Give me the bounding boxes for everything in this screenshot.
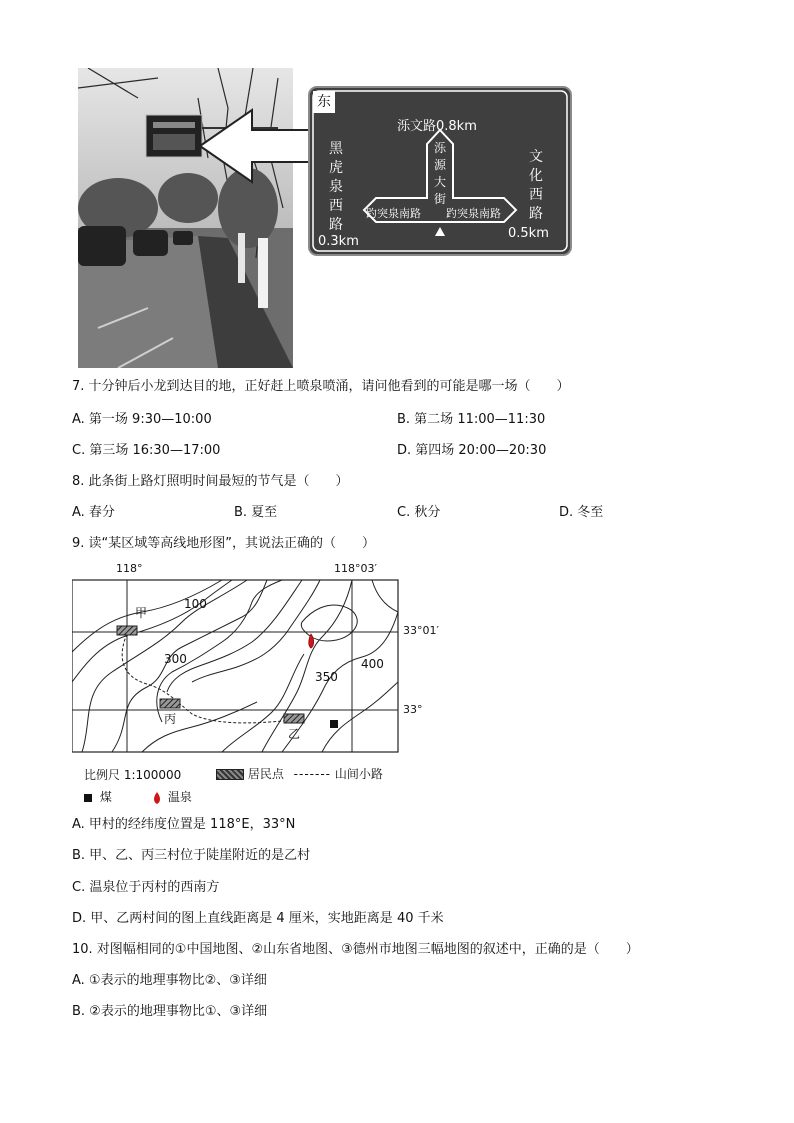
sign-left-char: 路 [329,217,343,233]
q9-option-a: A. 甲村的经纬度位置是 118°E，33°N [72,817,296,832]
contour-label-350: 350 [315,670,338,684]
q7-option-a: A. 第一场 9:30—10:00 [72,412,212,427]
sign-bar-left: 趵突泉南路 [366,207,421,220]
legend-path-label: 山间小路 [334,767,383,781]
road-sign [308,86,572,256]
village-bing-label: 丙 [164,712,177,726]
sign-left-char: 黑 [329,141,343,157]
sign-direction-mark: 东 [317,94,331,110]
legend-spring-label: 温泉 [167,790,192,804]
sign-right-char: 西 [529,187,543,203]
coal-icon [84,794,92,802]
q8-option-c: C. 秋分 [397,505,441,520]
sign-center-road [427,140,453,208]
hot-spring-icon [152,791,162,805]
q9-option-d: D. 甲、乙两村间的图上直线距离是 4 厘米，实地距离是 40 千米 [72,911,444,926]
sign-left-char: 泉 [329,179,343,195]
sign-bar-right: 趵突泉南路 [446,207,501,220]
residential-swatch-icon [216,769,244,780]
sign-center-char: 泺 [433,141,446,155]
q7-option-d: D. 第四场 20:00—20:30 [397,443,547,458]
q9-option-c: C. 温泉位于丙村的西南方 [72,880,220,895]
village-bing-marker [160,699,180,708]
legend-residential [216,765,383,782]
q7-stem: 7. 十分钟后小龙到达目的地，正好赶上喷泉喷涌，请问他看到的可能是哪一场（ ） [72,379,570,394]
village-yi-marker [284,714,304,723]
map-lon-left: 118° [116,562,143,575]
village-jia-marker [117,626,137,635]
legend-coal [84,788,112,805]
sign-right-char: 化 [529,168,543,184]
legend-coal-label: 煤 [99,790,112,804]
sign-right-distance: 0.5km [508,226,549,241]
q8-option-b: B. 夏至 [234,505,278,520]
sign-center-char: 源 [433,158,446,172]
map-lon-right: 118°03′ [334,562,377,575]
sign-left-road [324,140,348,235]
legend-spring [152,788,192,805]
sign-top-road: 泺文路0.8km [397,119,477,134]
sign-right-char: 文 [529,149,543,165]
map-lat-top: 33°01′ [403,624,439,637]
map-lat-bottom: 33° [403,703,423,716]
q8-option-a: A. 春分 [72,505,115,520]
sign-left-char: 西 [329,198,343,214]
sign-left-char: 虎 [329,160,343,176]
sign-center-char: 街 [433,192,446,206]
q9-stem: 9. 读“某区域等高线地形图”，其说法正确的（ ） [72,536,376,551]
village-yi-label: 乙 [288,727,301,741]
sign-right-road [524,148,548,224]
sign-left-distance: 0.3km [318,234,359,249]
q8-option-d: D. 冬至 [559,505,604,520]
legend-scale: 比例尺 1:100000 [84,768,182,782]
coal-marker [330,720,338,728]
sign-center-char: 大 [433,175,446,189]
contour-label-300: 300 [164,652,187,666]
legend-residential-label: 居民点 [247,767,284,781]
q8-stem: 8. 此条街上路灯照明时间最短的节气是（ ） [72,474,349,489]
contour-label-400: 400 [361,657,384,671]
village-jia-label: 甲 [135,606,148,620]
path-dash-icon: ------- [293,767,331,781]
contour-label-100: 100 [184,597,207,611]
sign-right-char: 路 [529,206,543,222]
q7-option-b: B. 第二场 11:00—11:30 [397,412,546,427]
q10-option-b: B. ②表示的地理事物比①、③详细 [72,1004,268,1019]
q9-option-b: B. 甲、乙、丙三村位于陡崖附近的是乙村 [72,848,311,863]
q10-stem: 10. 对图幅相同的①中国地图、②山东省地图、③德州市地图三幅地图的叙述中，正确的是（ ） [72,942,639,957]
pointer-arrow [200,108,312,188]
q7-option-c: C. 第三场 16:30—17:00 [72,443,221,458]
q10-option-a: A. ①表示的地理事物比②、③详细 [72,973,267,988]
